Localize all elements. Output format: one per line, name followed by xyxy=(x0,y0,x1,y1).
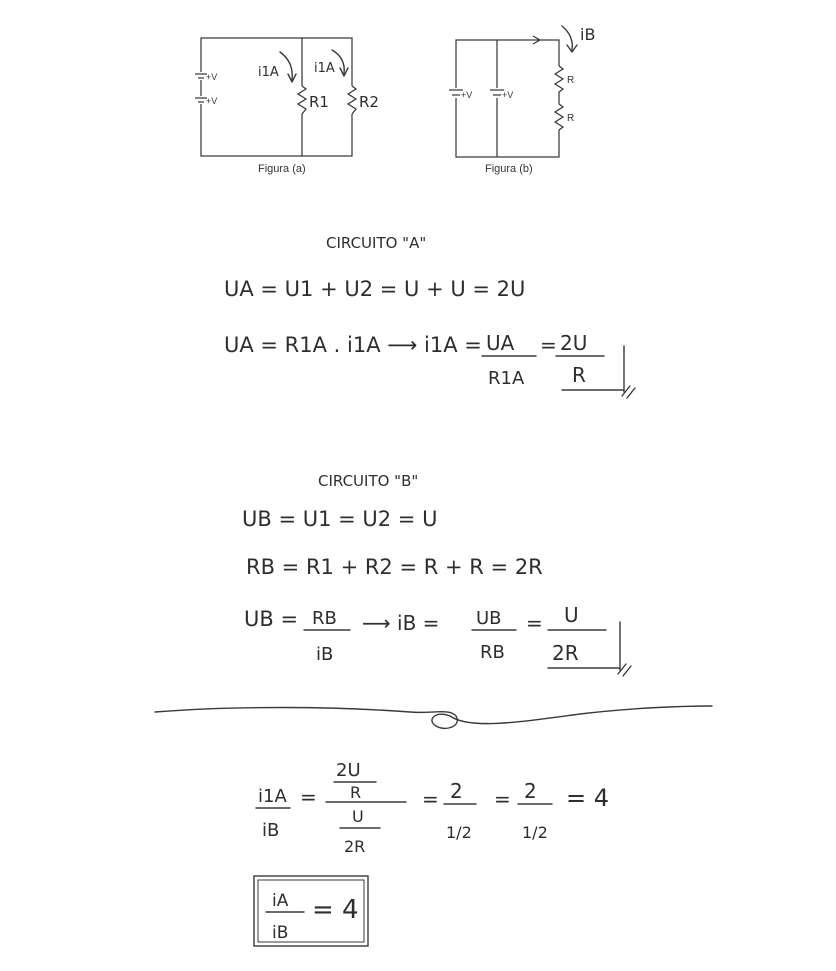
figure-a-resistor-1-label: R1 xyxy=(309,93,329,111)
figure-a-current-arrow-1 xyxy=(280,52,292,80)
figure-a-resistor-1 xyxy=(296,86,308,114)
circuit-b-fraction-3-denominator: 2R xyxy=(552,641,579,665)
figure-b-resistor-1-label: R xyxy=(567,75,575,86)
circuit-b-equals: = xyxy=(526,611,543,635)
ratio-big-numerator-bottom: R xyxy=(350,783,362,802)
ratio-big-denominator-bottom: 2R xyxy=(344,837,366,856)
ratio-big-numerator-top: 2U xyxy=(336,760,361,781)
circuit-b-equation-2: RB = R1 + R2 = R + R = 2R xyxy=(246,555,543,579)
figure-b-circuit xyxy=(449,25,595,175)
figure-a-battery-2-label: +V xyxy=(206,96,218,106)
circuit-b-fraction-1-denominator: iB xyxy=(316,644,334,665)
figure-b-resistor-1 xyxy=(553,66,565,92)
ratio-equals-3: = xyxy=(494,787,511,811)
figure-b-resistor-2 xyxy=(553,104,565,130)
ratio-step-2-numerator: 2 xyxy=(450,779,463,803)
wavy-separator xyxy=(155,706,712,728)
ratio-solution xyxy=(256,760,609,856)
ratio-step-2-denominator: 1/2 xyxy=(446,823,472,842)
figure-b-battery-1-label: +V xyxy=(461,90,473,100)
figure-b-battery-2-label: +V xyxy=(502,90,514,100)
circuit-b-fraction-2-denominator: RB xyxy=(480,642,505,663)
circuit-a-solution xyxy=(224,234,635,398)
circuit-b-fraction-2-numerator: UB xyxy=(476,608,502,629)
final-answer-numerator: iA xyxy=(272,891,289,911)
ratio-result: = 4 xyxy=(566,784,610,812)
ratio-lhs-denominator: iB xyxy=(262,820,280,841)
figure-b-current-label: iB xyxy=(580,25,596,44)
figure-a-current-2-label: i1A xyxy=(314,61,335,76)
circuit-a-equals: = xyxy=(540,333,557,357)
circuit-a-fraction-1-denominator: R1A xyxy=(488,368,525,389)
figure-a-resistor-2 xyxy=(346,86,358,114)
circuit-a-title: CIRCUITO "A" xyxy=(326,234,427,252)
figure-a-caption: Figura (a) xyxy=(258,163,306,175)
circuit-b-title: CIRCUITO "B" xyxy=(318,472,419,490)
circuit-b-fraction-1-numerator: RB xyxy=(312,608,337,629)
circuit-b-equation-3-left: UB = xyxy=(244,607,299,631)
circuit-b-equation-3-middle: ⟶ iB = xyxy=(362,611,440,635)
ratio-step-3-denominator: 1/2 xyxy=(522,823,548,842)
figure-a-current-1-label: i1A xyxy=(258,65,279,80)
figure-b-caption: Figura (b) xyxy=(485,163,533,175)
circuit-a-fraction-1-numerator: UA xyxy=(486,331,515,355)
circuit-b-solution xyxy=(242,472,631,676)
circuit-a-fraction-2-numerator: 2U xyxy=(560,331,588,355)
ratio-equals-1: = xyxy=(300,785,317,809)
ratio-lhs-numerator: i1A xyxy=(258,786,287,807)
figure-a-battery-1-label: +V xyxy=(206,72,218,82)
circuit-a-equation-2-left: UA = R1A . i1A ⟶ i1A = xyxy=(224,333,482,357)
figure-a-outer-loop xyxy=(201,38,352,156)
ratio-big-denominator-top: U xyxy=(352,807,364,826)
circuit-b-fraction-3-numerator: U xyxy=(564,603,579,627)
circuit-a-fraction-2-denominator: R xyxy=(572,363,586,387)
circuit-b-equation-1: UB = U1 = U2 = U xyxy=(242,507,438,531)
final-answer-box xyxy=(254,876,368,946)
figure-a-circuit xyxy=(195,38,379,175)
ratio-equals-2: = xyxy=(422,787,439,811)
final-answer-denominator: iB xyxy=(272,923,289,943)
figure-b-resistor-2-label: R xyxy=(567,113,575,124)
figure-a-resistor-2-label: R2 xyxy=(359,93,379,111)
final-answer-value: = 4 xyxy=(312,895,359,925)
ratio-step-3-numerator: 2 xyxy=(524,779,537,803)
circuit-a-equation-1: UA = U1 + U2 = U + U = 2U xyxy=(224,277,526,301)
